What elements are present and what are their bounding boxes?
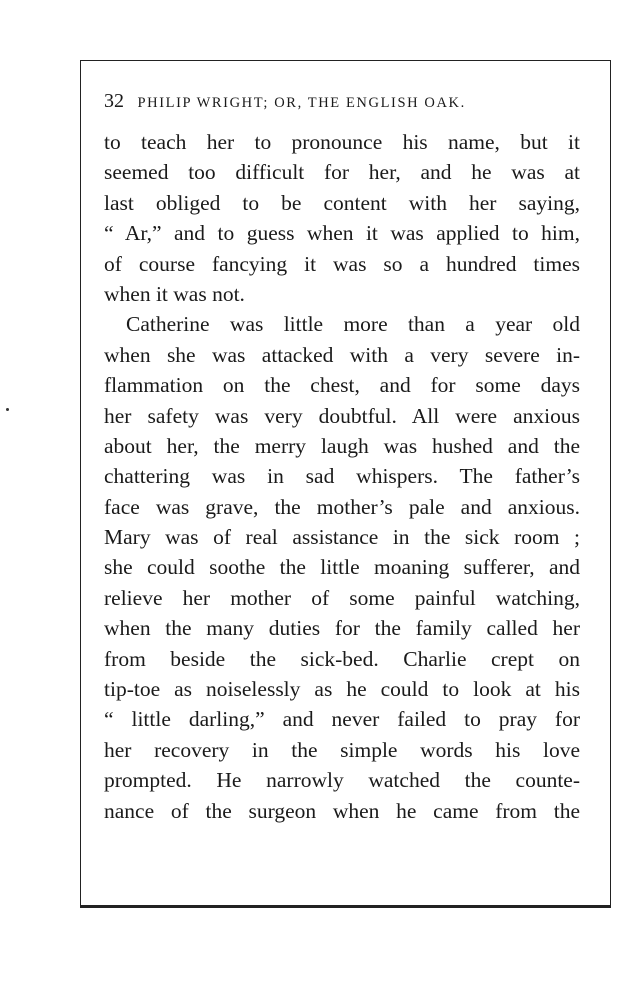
text-line: last obliged to be content with her saying,	[104, 190, 580, 215]
text-line: to teach her to pronounce his name, but it	[104, 130, 580, 154]
text-line: her safety was very doubtful. All were anxious	[104, 403, 580, 428]
running-head-title: PHILIP WRIGHT; OR, THE ENGLISH OAK.	[137, 95, 466, 111]
text-line: when it was not.	[104, 281, 245, 306]
text-line: of course fancying it was so a hundred times	[104, 251, 580, 276]
text-line: prompted. He narrowly watched the counte-	[104, 768, 580, 793]
text-line: from beside the sick-bed. Charlie crept on	[104, 646, 580, 671]
text-line: chattering was in sad whispers. The father’s	[104, 464, 580, 489]
text-line: “ Ar,” and to guess when it was applied to him,	[104, 221, 580, 246]
body-text	[104, 127, 580, 826]
running-head	[104, 90, 574, 113]
text-line: about her, the merry laugh was hushed and the	[104, 433, 580, 458]
stray-ink-mark	[6, 408, 9, 411]
text-line: seemed too difficult for her, and he was at	[104, 160, 580, 185]
text-line: tip-toe as noiselessly as he could to look at his	[104, 677, 580, 702]
text-line: relieve her mother of some painful watching,	[104, 585, 580, 610]
text-line: she could soothe the little moaning sufferer, and	[104, 555, 580, 580]
text-line: “ little darling,” and never failed to pray for	[104, 707, 580, 732]
text-line: nance of the surgeon when he came from the	[104, 798, 580, 823]
text-line: flammation on the chest, and for some days	[104, 373, 580, 398]
text-line: face was grave, the mother’s pale and anxious.	[104, 494, 580, 519]
text-line: when she was attacked with a very severe in-	[104, 342, 580, 367]
text-line: Catherine was little more than a year old	[126, 312, 580, 337]
text-line: when the many duties for the family called her	[104, 616, 580, 641]
page-number: 32	[104, 90, 124, 112]
text-line: Mary was of real assistance in the sick room ;	[104, 525, 580, 550]
text-line: her recovery in the simple words his love	[104, 737, 580, 762]
